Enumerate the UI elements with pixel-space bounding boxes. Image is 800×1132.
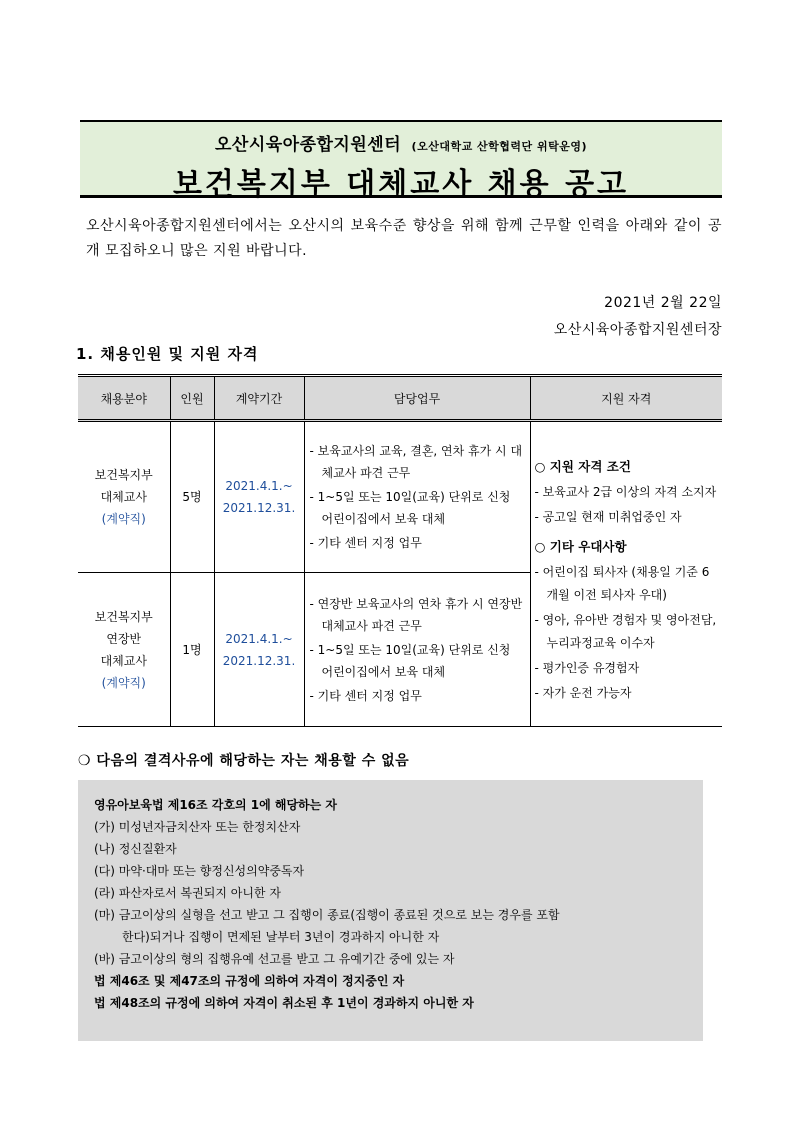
field-line: 대체교사 — [100, 490, 147, 504]
list-item: (가) 미성년자금치산자 또는 한정치산자 — [94, 820, 301, 834]
disqualification-title: ❍ 다음의 결격사유에 해당하는 자는 채용할 수 없음 — [78, 753, 410, 769]
list-item-continuation: 한다)되거나 집행이 면제된 날부터 3년이 경과하지 아니한 자 — [122, 930, 440, 944]
list-item: - 1~5일 또는 10일(교육) 단위로 신청 어린이집에서 보육 대체 — [309, 642, 511, 679]
list-item: (다) 마약·대마 또는 향정신성의약중독자 — [94, 864, 305, 878]
period-end: 2021.12.31. — [222, 501, 296, 515]
org-line — [80, 130, 722, 155]
table-row — [78, 421, 722, 573]
period-start: 2021.4.1.~ — [225, 479, 293, 493]
header-count: 인원 — [170, 376, 214, 421]
list-item: - 영아, 유아반 경험자 및 영아전담, 누리과정교육 이수자 — [534, 613, 717, 650]
list-item: (마) 금고이상의 실형을 선고 받고 그 집행이 종료(집행이 종료된 것으로 보는 경우를 포함 — [94, 908, 560, 922]
title-banner — [80, 120, 722, 202]
page-title: 보건복지부 대체교사 채용 공고 — [172, 167, 630, 202]
contract-type: (계약직) — [101, 675, 146, 690]
list-item: - 연장반 보육교사의 연차 휴가 시 연장반 대체교사 파견 근무 — [309, 596, 523, 633]
disqualification-heading: 영유아보육법 제16조 각호의 1에 해당하는 자 — [94, 798, 338, 812]
list-item: - 어린이집 퇴사자 (채용일 기준 6개월 이전 퇴사자 우대) — [534, 565, 710, 602]
duties-cell — [304, 573, 530, 727]
count-cell: 5명 — [170, 421, 214, 573]
field-line: 보건복지부 — [94, 609, 153, 624]
field-line: 연장반 — [106, 631, 142, 646]
qualifications-cell — [530, 421, 722, 727]
list-item: - 기타 센터 지정 업무 — [309, 536, 422, 550]
preferred-title: ○ 기타 우대사항 — [534, 539, 627, 554]
list-item: - 기타 센터 지정 업무 — [309, 688, 422, 703]
duties-cell — [304, 421, 530, 573]
period-end: 2021.12.31. — [222, 653, 296, 668]
section-title-recruitment: 1. 채용인원 및 지원 자격 — [76, 345, 259, 363]
list-item: - 평가인증 유경험자 — [534, 661, 640, 675]
list-item: (라) 파산자로서 복권되지 아니한 자 — [94, 886, 281, 900]
header-field: 채용분야 — [78, 376, 170, 421]
list-item: 법 제46조 및 제47조의 규정에 의하여 자격이 정지중인 자 — [94, 974, 405, 988]
list-item: - 보육교사 2급 이상의 자격 소지자 — [534, 485, 717, 499]
announcement-date: 2021년 2월 22일 — [604, 295, 722, 311]
recruitment-table — [78, 374, 722, 727]
field-line: 대체교사 — [100, 653, 147, 668]
period-cell — [214, 421, 304, 573]
required-title: ○ 지원 자격 조건 — [534, 459, 631, 474]
duties-list — [306, 593, 529, 707]
list-item: - 1~5일 또는 10일(교육) 단위로 신청 어린이집에서 보육 대체 — [309, 490, 511, 526]
list-item: - 공고일 현재 미취업중인 자 — [534, 510, 682, 524]
duties-list — [306, 440, 529, 554]
count-cell: 1명 — [170, 573, 214, 727]
header-period: 계약기간 — [214, 376, 304, 421]
table-header-row — [78, 376, 722, 421]
header-qualifications: 지원 자격 — [530, 376, 722, 421]
intro-paragraph: 오산시육아종합지원센터에서는 오산시의 보육수준 향상을 위해 함께 근무할 인력을 아래와 같이 공개 모집하오니 많은 지원 바랍니다. — [86, 218, 722, 259]
org-note: (오산대학교 산학협력단 위탁운영) — [411, 140, 588, 153]
org-name: 오산시육아종합지원센터 — [214, 135, 402, 155]
contract-type: (계약직) — [101, 512, 146, 526]
period-start: 2021.4.1.~ — [225, 631, 293, 646]
field-cell — [78, 421, 170, 573]
list-item: 법 제48조의 규정에 의하여 자격이 취소된 후 1년이 경과하지 아니한 자 — [94, 996, 474, 1010]
field-cell — [78, 573, 170, 727]
list-item: - 자가 운전 가능자 — [534, 686, 632, 700]
list-item: (바) 금고이상의 형의 집행유예 선고를 받고 그 유예기간 중에 있는 자 — [94, 952, 455, 966]
header-duties: 담당업무 — [304, 376, 530, 421]
period-cell — [214, 573, 304, 727]
field-line: 보건복지부 — [94, 468, 153, 482]
disqualification-box — [78, 780, 703, 1041]
date-block — [554, 290, 722, 344]
list-item: - 보육교사의 교육, 결혼, 연차 휴가 시 대체교사 파견 근무 — [309, 444, 523, 480]
list-item: (나) 정신질환자 — [94, 842, 177, 856]
issuer: 오산시육아종합지원센터장 — [553, 322, 722, 338]
